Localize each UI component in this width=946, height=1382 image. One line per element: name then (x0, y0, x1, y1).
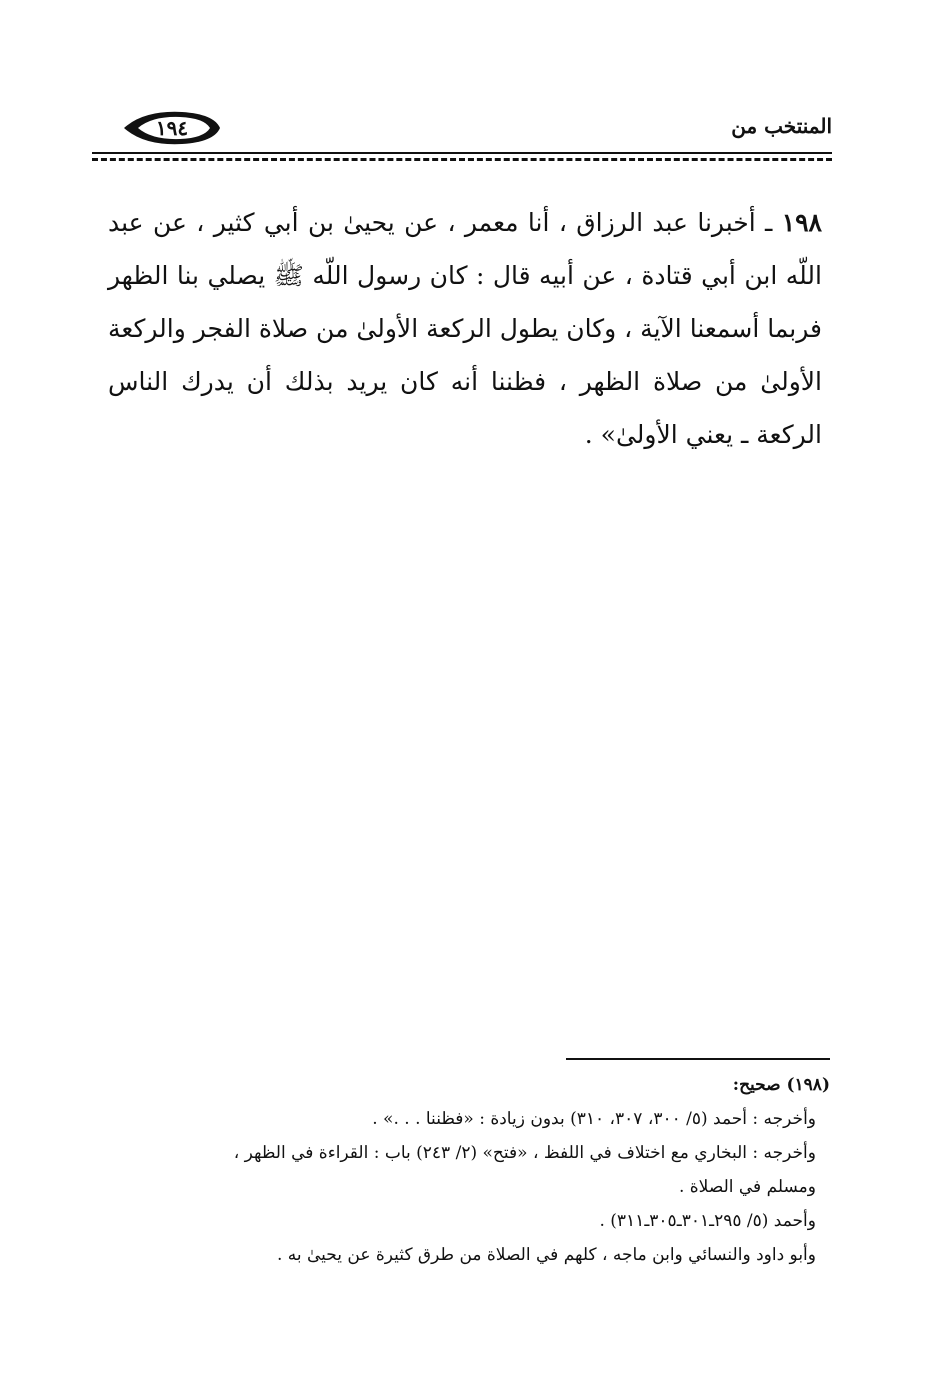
footnote-line: وأخرجه : أحمد (٥/ ٣٠٠، ٣٠٧، ٣١٠) بدون زيادة : «فظننا . . .» . (372, 1109, 816, 1129)
hadith-text: ـ أخبرنا عبد الرزاق ، أنا معمر ، عن يحيىٰ بن أبي كثير ، عن عبد اللّه ابن أبي قتادة ، عن أبيه قال : كان رسول اللّه ﷺ يصلي بنا الظهر فربما أسمعنا الآية ، وكان يطول الركعة الأولىٰ من صلاة الفجر والركعة الأولىٰ من صلاة الظهر ، فظننا أنه كان يريد بذلك أن يدرك الناس الركعة ـ يعني الأولىٰ» . (108, 208, 822, 449)
footnotes (150, 1068, 830, 1272)
header-rule (92, 152, 832, 154)
footnote-line: وأبو داود والنسائي وابن ماجه ، كلهم في الصلاة من طرق كثيرة عن يحيىٰ به . (276, 1245, 816, 1265)
footnote-line: ومسلم في الصلاة . (678, 1177, 816, 1197)
page-header (92, 100, 832, 160)
footnote-line: وأخرجه : البخاري مع اختلاف في اللفظ ، «فتح» (٢/ ٢٤٣) باب : القراءة في الظهر ، (233, 1143, 816, 1163)
page-number: ١٩٤ (155, 116, 189, 140)
footnote-separator (566, 1058, 830, 1060)
header-dashed-rule (92, 158, 832, 161)
hadith-number: ١٩٨ (781, 208, 822, 237)
page-number-badge (122, 110, 222, 146)
footnote-heading: (١٩٨) صحيح: (732, 1075, 830, 1095)
book-title: المنتخب من (731, 114, 832, 138)
footnote-line: وأحمد (٥/ ٢٩٥ـ٣٠١ـ٣٠٥ـ٣١١) . (599, 1211, 816, 1231)
hadith-paragraph (108, 196, 822, 461)
